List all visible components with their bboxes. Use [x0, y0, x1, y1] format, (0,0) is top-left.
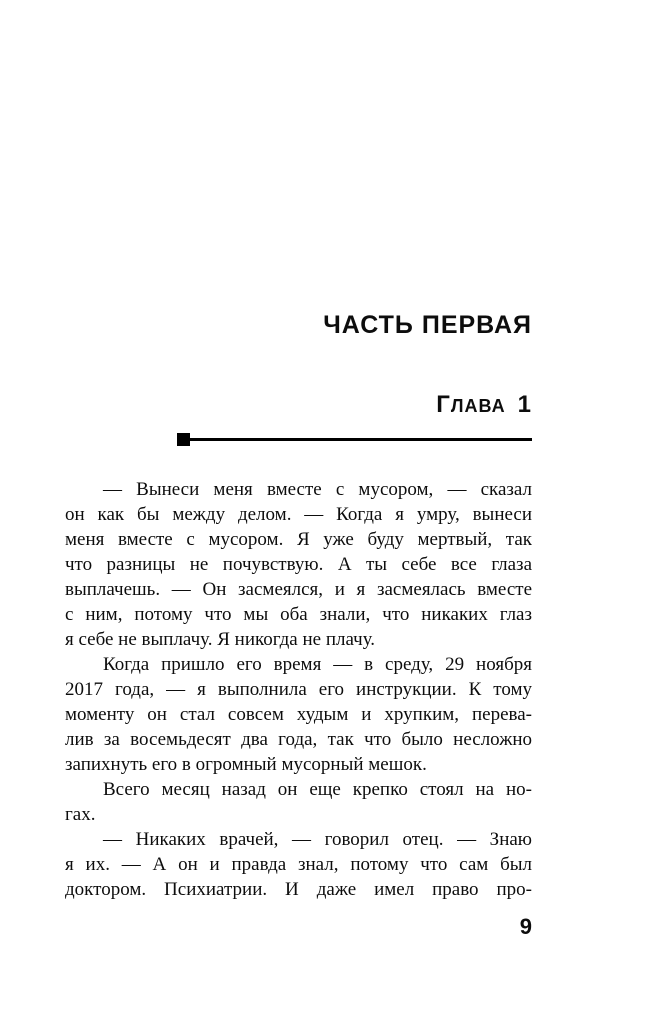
chapter-divider — [177, 433, 532, 446]
text-line: моменту он стал совсем худым и хрупким, перева- — [65, 704, 532, 725]
divider-square-icon — [177, 433, 190, 446]
text-line: — Вынеси меня вместе с мусором, — сказал — [103, 479, 532, 500]
text-line: запихнуть его в огромный мусорный мешок. — [65, 754, 427, 775]
text-line: гах. — [65, 804, 96, 825]
chapter-title-initial: Г — [436, 391, 451, 418]
body-text — [65, 477, 532, 902]
text-line: доктором. Психиатрии. И даже имел право про- — [65, 879, 532, 900]
text-line: — Никаких врачей, — говорил отец. — Знаю — [103, 829, 532, 850]
text-line: меня вместе с мусором. Я уже буду мертвый, так — [65, 529, 532, 550]
part-title: ЧАСТЬ ПЕРВАЯ — [323, 311, 532, 339]
page-number: 9 — [519, 914, 532, 939]
text-line: 2017 года, — я выполнила его инструкции. К тому — [65, 679, 532, 700]
text-line: с ним, потому что мы оба знали, что никаких глаз — [65, 604, 532, 625]
text-line: Когда пришло его время — в среду, 29 ноября — [103, 654, 532, 675]
text-line: лив за восемьдесят два года, так что было несложно — [65, 729, 532, 750]
text-line: он как бы между делом. — Когда я умру, вынеси — [65, 504, 532, 525]
chapter-title-smallcaps: ЛАВА — [450, 396, 506, 416]
chapter-number: 1 — [517, 391, 532, 418]
text-line: выплачешь. — Он засмеялся, и я засмеялась вместе — [65, 579, 532, 600]
chapter-title — [65, 391, 532, 419]
text-line: я себе не выплачу. Я никогда не плачу. — [65, 629, 376, 650]
text-line: что разницы не почувствую. А ты себе все глаза — [65, 554, 532, 575]
divider-line — [177, 438, 532, 441]
text-line: Всего месяц назад он еще крепко стоял на но- — [103, 779, 532, 800]
text-line: я их. — А он и правда знал, потому что сам был — [65, 854, 532, 875]
